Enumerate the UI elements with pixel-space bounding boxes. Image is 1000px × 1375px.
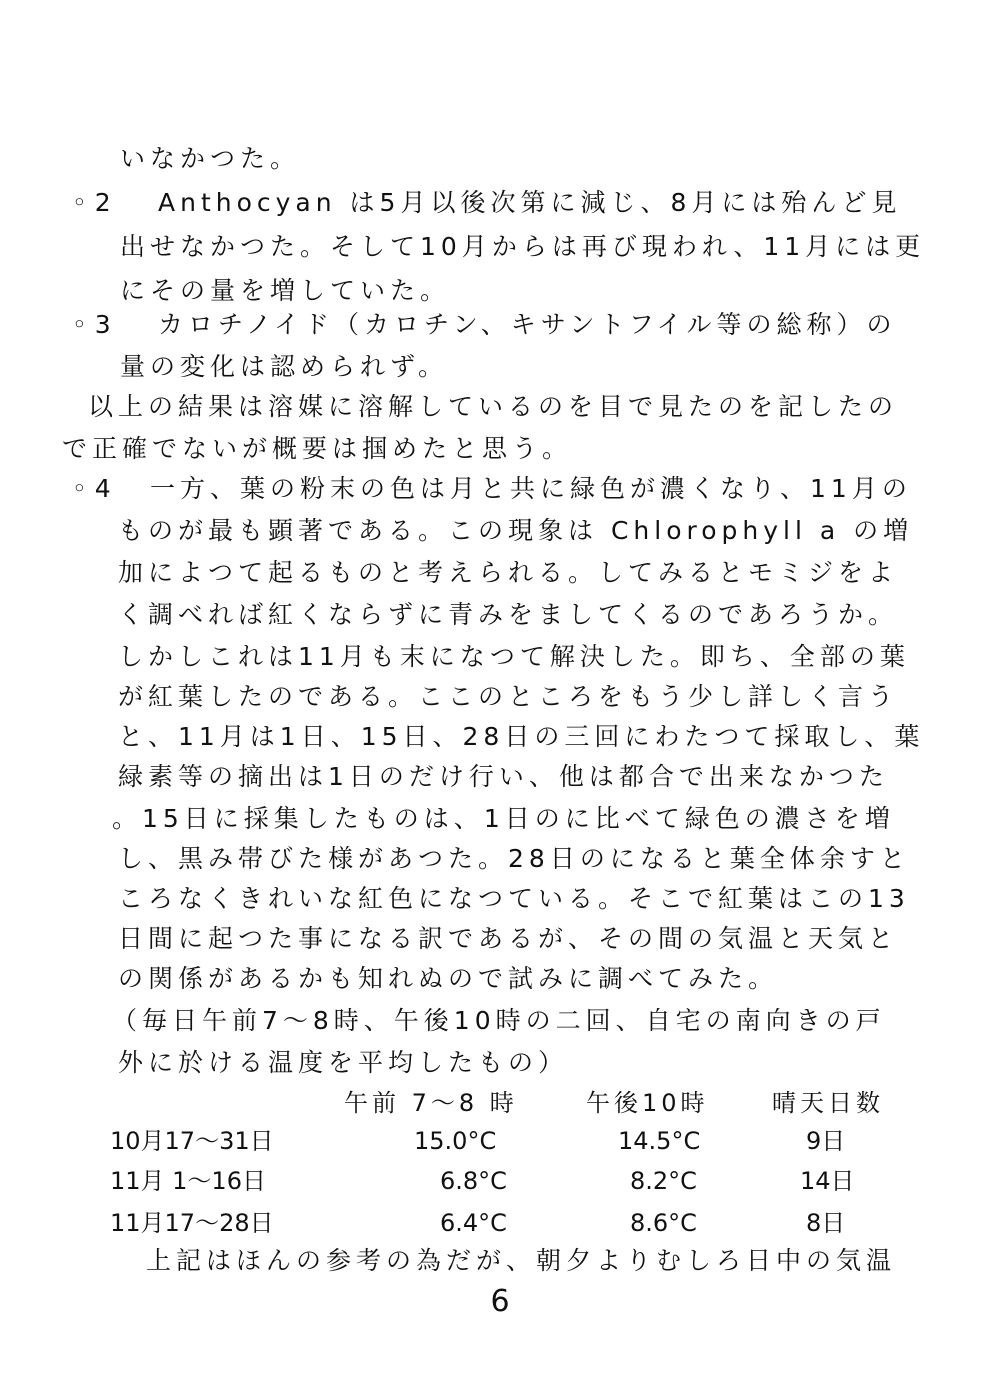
text-line: と、11月は1日、15日、28日の三回にわたつて採取し、葉 <box>118 722 925 751</box>
text-line: 以上の結果は溶媒に溶解しているのを目で見たのを記したの <box>88 392 899 421</box>
text-line: 量の変化は認められず。 <box>120 352 449 381</box>
text-line: いなかつた。 <box>120 144 301 173</box>
table-header-sunny-days: 晴天日数 <box>772 1089 884 1117</box>
text-line: く調べれば紅くならずに青みをましてくるのであろうか。 <box>118 600 899 629</box>
text-line: ころなくきれいな紅色になつている。そこで紅葉はこの13 <box>118 884 910 913</box>
table-header-pm: 午後10時 <box>586 1089 709 1117</box>
text-line: ものが最も顕著である。この現象は Chlorophyll a の増 <box>118 516 914 545</box>
table-cell-am: 6.8°C <box>440 1167 507 1195</box>
text-line: Anthocyan は5月以後次第に減じ、8月には殆んど見 <box>158 188 902 217</box>
table-cell-pm: 8.2°C <box>630 1167 697 1195</box>
list-marker: ◦ 4 <box>72 474 111 503</box>
text-line: しかしこれは11月も末になつて解決した。即ち、全部の葉 <box>118 642 910 671</box>
text-line: 一方、葉の粉末の色は月と共に緑色が濃くなり、11月の <box>150 474 912 503</box>
table-header-am: 午前 7～8 時 <box>344 1089 518 1117</box>
table-cell-pm: 8.6°C <box>630 1209 697 1237</box>
table-cell-pm: 14.5°C <box>618 1127 701 1155</box>
text-line: 。15日に採集したものは、1日のに比べて緑色の濃さを増 <box>112 804 895 833</box>
text-line: （毎日午前7～8時、午後10時の二回、自宅の南向きの戸 <box>112 1006 886 1035</box>
list-marker: ◦ 2 <box>72 188 111 217</box>
text-line: 加によつて起るものと考えられる。してみるとモミジをよ <box>118 558 899 587</box>
text-line: が紅葉したのである。ここのところをもう少し詳しく言う <box>118 682 899 711</box>
table-cell-am: 6.4°C <box>440 1209 507 1237</box>
text-line: し、黒み帯びた様があつた。28日のになると葉全体余すと <box>118 844 910 873</box>
list-marker: ◦ 3 <box>72 310 111 339</box>
table-cell-period: 10月17～31日 <box>110 1127 274 1155</box>
text-line: 緑素等の摘出は1日のだけ行い、他は都合で出来なかつた <box>118 762 889 791</box>
table-cell-period: 11月 1～16日 <box>110 1167 266 1195</box>
text-line: にその量を増していた。 <box>120 276 451 305</box>
table-cell-sunny: 8日 <box>806 1209 846 1237</box>
table-cell-am: 15.0°C <box>414 1127 497 1155</box>
table-cell-sunny: 9日 <box>806 1127 846 1155</box>
table-cell-period: 11月17～28日 <box>110 1209 274 1237</box>
text-line: で正確でないが概要は掴めたと思う。 <box>62 434 573 463</box>
text-line: カロチノイド（カロチン、キサントフイル等の総称）の <box>158 310 897 339</box>
text-line: 日間に起つた事になる訳であるが、その間の気温と天気と <box>118 924 899 953</box>
page-number: 6 <box>490 1284 510 1319</box>
text-line: 外に於ける温度を平均したもの） <box>118 1048 569 1077</box>
table-cell-sunny: 14日 <box>800 1167 855 1195</box>
text-line: の関係があるかも知れぬので試みに調べてみた。 <box>118 964 779 993</box>
text-line: 上記はほんの参考の為だが、朝夕よりむしろ日中の気温 <box>146 1246 897 1275</box>
text-line: 出せなかつた。そして10月からは再び現われ、11月には更 <box>120 232 926 261</box>
